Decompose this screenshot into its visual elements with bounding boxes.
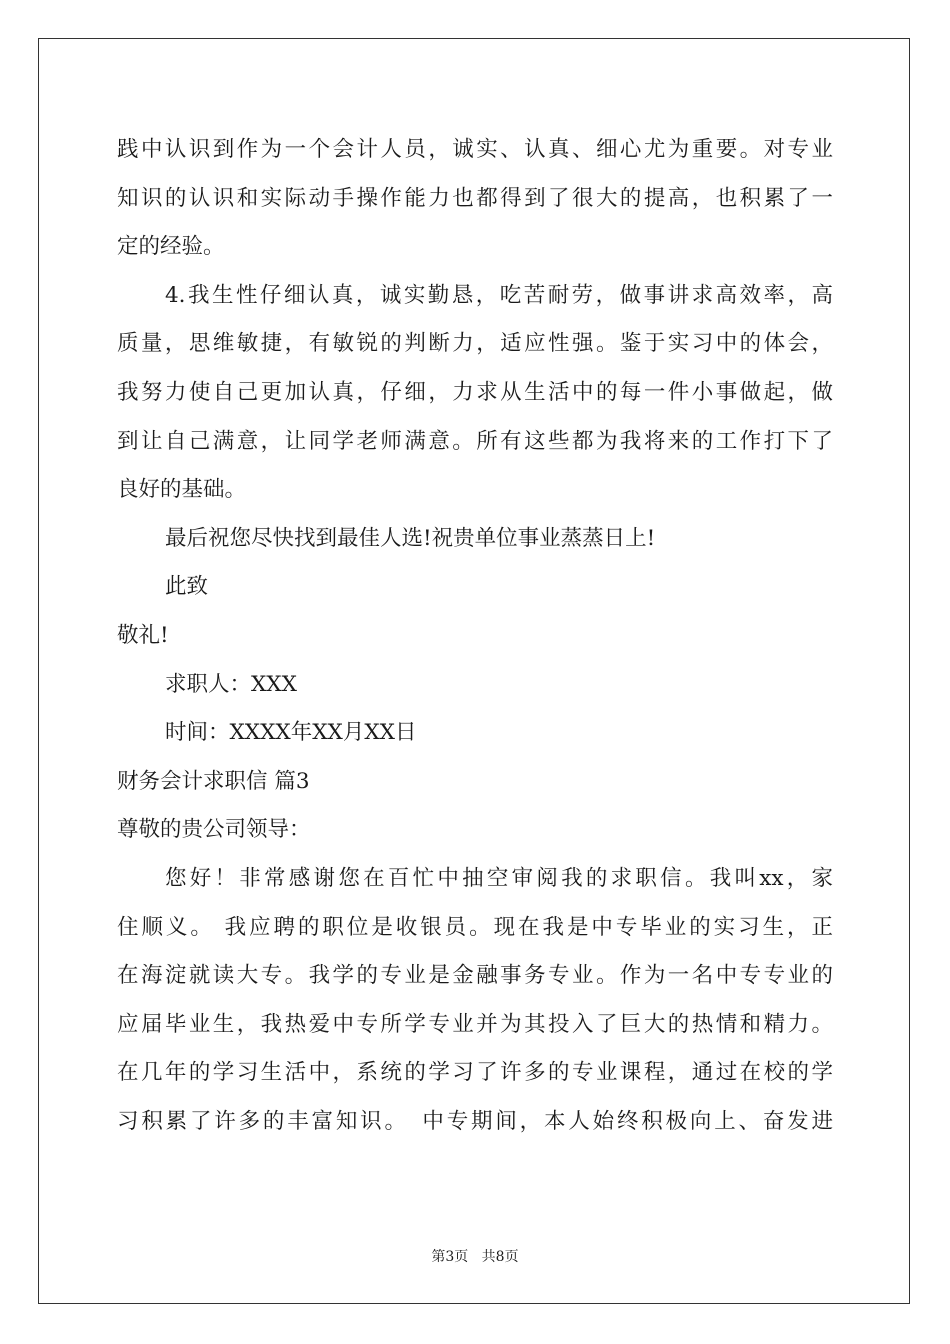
- text-line: 应届毕业生，我热爱中专所学专业并为其投入了巨大的热情和精力。: [117, 1011, 833, 1037]
- text-line: 此致: [165, 574, 209, 600]
- text-line: 习积累了许多的丰富知识。 中专期间，本人始终积极向上、奋发进: [117, 1108, 833, 1134]
- text-line: 您好！非常感谢您在百忙中抽空审阅我的求职信。我叫xx，家: [165, 865, 833, 891]
- text-line: 践中认识到作为一个会计人员，诚实、认真、细心尤为重要。对专业: [117, 137, 833, 162]
- text-line: 最后祝您尽快找到最佳人选!祝贵单位事业蒸蒸日上!: [165, 525, 656, 551]
- text-line: 良好的基础。: [117, 477, 247, 503]
- page-number: 第3页: [431, 1249, 469, 1265]
- text-line: 我努力使自己更加认真，仔细，力求从生活中的每一件小事做起，做: [117, 379, 833, 405]
- text-line: 求职人：XXX: [165, 671, 297, 697]
- text-line: 定的经验。: [117, 234, 225, 260]
- text-line: 在几年的学习生活中，系统的学习了许多的专业课程，通过在校的学: [117, 1060, 833, 1086]
- text-line: 敬礼!: [117, 622, 169, 648]
- text-line: 知识的认识和实际动手操作能力也都得到了很大的提高，也积累了一: [117, 185, 833, 211]
- document-body: [117, 126, 833, 1146]
- text-line: 住顺义。 我应聘的职位是收银员。现在我是中专毕业的实习生，正: [117, 914, 833, 940]
- text-line: 尊敬的贵公司领导：: [117, 817, 311, 843]
- text-line: 质量，思维敏捷，有敏锐的判断力，适应性强。鉴于实习中的体会，: [117, 331, 833, 357]
- text-line: 时间：XXXX年XX月XX日: [165, 720, 417, 746]
- text-line: 4.我生性仔细认真，诚实勤恳，吃苦耐劳，做事讲求高效率，高: [165, 282, 833, 308]
- text-line: 财务会计求职信 篇3: [117, 768, 310, 794]
- page-footer: [0, 1246, 950, 1266]
- text-line: 到让自己满意，让同学老师满意。所有这些都为我将来的工作打下了: [117, 428, 833, 454]
- text-line: 在海淀就读大专。我学的专业是金融事务专业。作为一名中专专业的: [117, 963, 833, 989]
- page-total: 共8页: [481, 1249, 519, 1265]
